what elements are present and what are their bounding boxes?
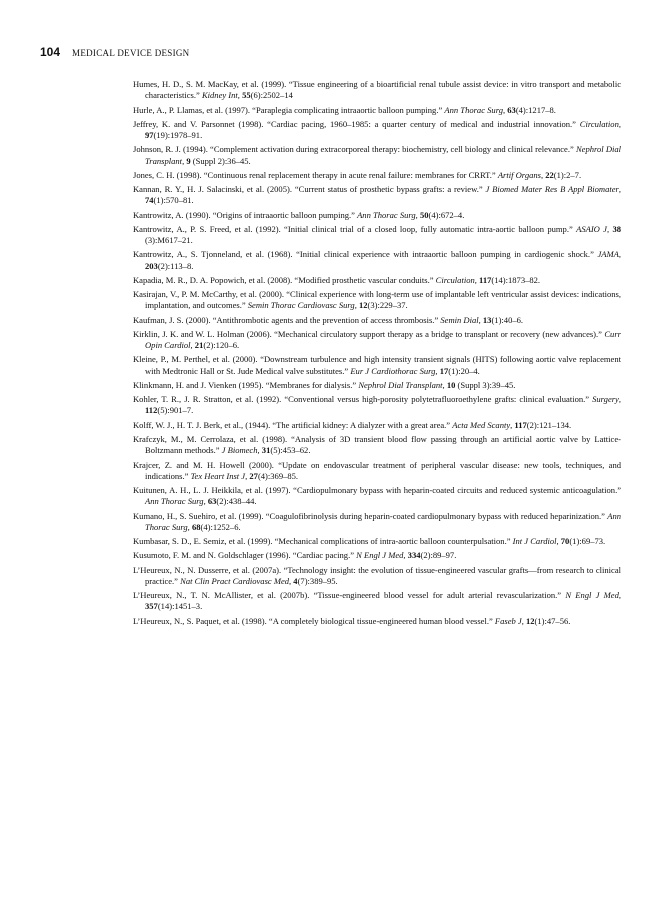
reference-journal: Curr Opin Cardiol <box>145 328 621 351</box>
reference-journal: Nat Clin Pract Cardiovasc Med <box>180 575 290 586</box>
reference-pages: (1):40–6. <box>491 314 524 325</box>
reference-pages: (3):M617–21. <box>145 235 193 246</box>
reference-entry: Kumbasar, S. D., E. Semiz, et al. (1999). “Mechanical complications of intra-aortic balloon counterpulsation.” Int J Cardiol, 70(1):69–73. <box>133 536 606 547</box>
reference-text: Hurle, A., P. Llamas, et al. (1997). “Paraplegia complicating intraaortic balloon pumping.” <box>133 104 445 115</box>
reference-text: L’Heureux, N., S. Paquet, et al. (1998). “A completely biological tissue-engineered human blood vessel.” <box>133 615 495 626</box>
reference-entry: Kleine, P., M. Perthel, et al. (2000). “Downstream turbulence and high intensity transient signals (HITS) following aortic valve replacement with Medtronic Hall or St. Jude Medical valve substitutes.” Eur J Cardiothorac Surg, 17(1):20–4. <box>133 354 621 376</box>
reference-journal: Semin Thorac Cardiovasc Surg <box>247 300 355 311</box>
reference-text: Klinkmann, H. and J. Vienken (1995). “Membranes for dialysis.” <box>133 379 359 390</box>
reference-text: Humes, H. D., S. M. MacKay, et al. (1999). “Tissue engineering of a bioartificial renal tubule assist device: in vitro transport and metabolic characteristics.” <box>133 79 621 101</box>
reference-text: Krajcer, Z. and M. H. Howell (2000). “Update on endovascular treatment of peripheral vascular disease: new tools, techniques, and indications.” <box>133 459 621 481</box>
reference-volume: 63 <box>507 104 516 115</box>
reference-entry: Kolff, W. J., H. T. J. Berk, et al., (1944). “The artificial kidney: A dialyzer with a great area.” Acta Med Scanty, 117(2):121–134. <box>133 419 572 430</box>
reference-volume: 4 <box>293 575 298 586</box>
reference-pages: (1):69–73. <box>569 536 606 547</box>
reference-journal: JAMA <box>597 249 619 260</box>
reference-pages: (2):89–97. <box>420 550 457 561</box>
reference-entry: Kirklin, J. K. and W. L. Holman (2006). “Mechanical circulatory support therapy as a bridge to transplant or recovery (new advances).” Curr Opin Cardiol, 21(2):120–6. <box>133 328 621 351</box>
reference-pages: (2):113–8. <box>157 260 194 271</box>
reference-journal: Circulation <box>435 274 475 285</box>
reference-entry: Kantrowitz, A. (1990). “Origins of intraaortic balloon pumping.” Ann Thorac Surg, 50(4):672–4. <box>133 209 465 220</box>
reference-journal: J Biomed Mater Res B Appl Biomater <box>485 184 619 195</box>
reference-text: Krafczyk, M., M. Cerrolaza, et al. (1998). “Analysis of 3D transient blood flow passing through an artificial aortic valve by Lattice-Boltzmann methods.” <box>133 434 621 456</box>
reference-volume: 10 <box>446 379 456 390</box>
reference-text: Kumano, H., S. Suehiro, et al. (1999). “Coagulofibrinolysis during heparin-coated cardiopulmonary bypass with reduced heparinization.” <box>133 510 608 521</box>
reference-entry: Johnson, R. J. (1994). “Complement activation during extracorporeal therapy: biochemistry, cell biology and clinical relevance.” Nephrol Dial Transplant, 9 (Suppl 2):36–45. <box>133 144 622 166</box>
reference-pages: (14):1873–82. <box>491 274 541 285</box>
reference-journal: Acta Med Scanty <box>452 419 511 430</box>
reference-volume: 68 <box>191 521 201 532</box>
reference-text: Kohler, T. R., J. R. Stratton, et al. (1992). “Conventional versus high-porosity polytetrafluoroethylene grafts: clinical evaluation.” <box>133 394 593 405</box>
reference-entry: Jones, C. H. (1998). “Continuous renal replacement therapy in acute renal failure: membranes for CRRT.” Artif Organs, 22(1):2–7. <box>133 169 582 180</box>
reference-volume: 12 <box>358 300 368 311</box>
reference-volume: 9 <box>186 155 191 166</box>
reference-pages: (5):453–62. <box>270 445 311 456</box>
reference-volume: 70 <box>560 536 570 547</box>
reference-entry: L’Heureux, N., N. Dusserre, et al. (2007a). “Technology insight: the evolution of tissue-engineered vascular grafts—from research to clinical practice.” Nat Clin Pract Cardiovasc Med, 4(7):389–95. <box>133 564 621 586</box>
reference-text: L’Heureux, N., N. Dusserre, et al. (2007a). “Technology insight: the evolution of tissue-engineered vascular grafts—from research to clinical practice.” <box>133 564 621 586</box>
reference-pages: (Suppl 2):36–45. <box>190 155 251 166</box>
reference-journal: Ann Thorac Surg <box>145 510 621 532</box>
reference-journal: Ann Thorac Surg <box>444 104 503 115</box>
reference-entry: Hurle, A., P. Llamas, et al. (1997). “Paraplegia complicating intraaortic balloon pumping.” Ann Thorac Surg, 63(4):1217–8. <box>133 104 556 115</box>
reference-volume: 357 <box>145 601 158 612</box>
reference-entry: Kuitunen, A. H., L. J. Heikkila, et al. (1997). “Cardiopulmonary bypass with heparin-coated circuits and reduced systemic anticoagulation.” Ann Thorac Surg, 63(2):438–44. <box>133 485 621 507</box>
reference-volume: 13 <box>482 314 492 325</box>
reference-entry: Kusumoto, F. M. and N. Goldschlager (1996). “Cardiac pacing.” N Engl J Med, 334(2):89–97. <box>133 550 457 561</box>
reference-pages: (7):389–95. <box>297 575 338 586</box>
reference-journal: Tex Heart Inst J <box>190 470 246 481</box>
reference-journal: N Engl J Med <box>565 590 619 601</box>
reference-text: Kolff, W. J., H. T. J. Berk, et al., (1944). “The artificial kidney: A dialyzer with a great area.” <box>133 419 453 430</box>
reference-volume: 97 <box>145 130 154 140</box>
reference-volume: 31 <box>261 445 271 456</box>
reference-volume: 63 <box>207 496 217 507</box>
reference-entry: Kannan, R. Y., H. J. Salacinski, et al. (2005). “Current status of prosthetic bypass grafts: a review.” J Biomed Mater Res B Appl Biomater, 74(1):570–81. <box>133 184 621 206</box>
reference-entry: Krajcer, Z. and M. H. Howell (2000). “Update on endovascular treatment of peripheral vascular disease: new tools, techniques, and indications.” Tex Heart Inst J, 27(4):369–85. <box>133 459 621 481</box>
reference-volume: 12 <box>526 615 535 626</box>
reference-entry: L’Heureux, N., T. N. McAllister, et al. (2007b). “Tissue-engineered blood vessel for adult arterial revascularization.” N Engl J Med, 357(14):1451–3. <box>133 590 622 612</box>
reference-text: Kumbasar, S. D., E. Semiz, et al. (1999). “Mechanical complications of intra-aortic balloon counterpulsation.” <box>133 536 513 547</box>
reference-volume: 112 <box>145 405 158 416</box>
reference-volume: 38 <box>612 223 622 234</box>
reference-journal: Nephrol Dial Transplant <box>358 379 443 390</box>
page-header <box>40 43 190 61</box>
reference-journal: Artif Organs <box>497 169 541 180</box>
reference-text: Kasirajan, V., P. M. McCarthy, et al. (2000). “Clinical experience with long-term use of implantable left ventricular assist devices: indications, implantation, and outcomes.” <box>133 289 621 311</box>
reference-journal: Int J Cardiol <box>512 536 557 547</box>
reference-journal: Semin Dial <box>440 314 479 325</box>
reference-entry: Klinkmann, H. and J. Vienken (1995). “Membranes for dialysis.” Nephrol Dial Transplant, 10 (Suppl 3):39–45. <box>133 379 516 390</box>
reference-entry: Jeffrey, K. and V. Parsonnet (1998). “Cardiac pacing, 1960–1985: a quarter century of medical and industrial innovation.” Circulation, 97(19):1978–91. <box>133 118 621 140</box>
reference-pages: (4):672–4. <box>428 209 465 220</box>
reference-text: Kleine, P., M. Perthel, et al. (2000). “Downstream turbulence and high intensity transient signals (HITS) following aortic valve replacement with Medtronic Hall or St. Jude Medical valve substitutes.” <box>133 354 621 376</box>
reference-volume: 74 <box>145 195 154 206</box>
reference-journal: Eur J Cardiothorac Surg <box>350 365 436 376</box>
reference-pages: (5):901–7. <box>157 405 194 416</box>
reference-pages: (1):570–81. <box>153 195 194 206</box>
reference-journal: Faseb J <box>494 615 522 626</box>
reference-journal: Circulation <box>579 118 619 129</box>
reference-text: Kantrowitz, A., S. Tjonneland, et al. (1968). “Initial clinical experience with intraaortic balloon pumping in cardiogenic shock.” <box>133 249 598 260</box>
reference-pages: (2):121–134. <box>526 419 572 430</box>
reference-volume: 22 <box>545 169 554 180</box>
reference-pages: (19):1978–91. <box>153 130 203 140</box>
reference-journal: Ann Thorac Surg <box>145 496 204 507</box>
reference-entry: Kasirajan, V., P. M. McCarthy, et al. (2000). “Clinical experience with long-term use of implantable left ventricular assist devices: indications, implantation, and outcomes.” Semin Thorac Cardiovasc Surg, 12(3):229–37. <box>133 289 621 311</box>
reference-list <box>133 79 621 630</box>
reference-journal: J Biomech <box>221 445 258 456</box>
reference-pages: (2):438–44. <box>216 496 257 507</box>
reference-entry: Kumano, H., S. Suehiro, et al. (1999). “Coagulofibrinolysis during heparin-coated cardiopulmonary bypass with reduced heparinization.” Ann Thorac Surg, 68(4):1252–6. <box>133 510 621 532</box>
reference-volume: 334 <box>407 550 421 561</box>
reference-entry: Kohler, T. R., J. R. Stratton, et al. (1992). “Conventional versus high-porosity polytetrafluoroethylene grafts: clinical evaluation.” Surgery, 112(5):901–7. <box>133 394 621 416</box>
reference-text: Kantrowitz, A., P. S. Freed, et al. (1992). “Initial clinical trial of a closed loop, fully automatic intra-aortic balloon pump.” <box>133 223 577 234</box>
reference-volume: 117 <box>514 419 527 430</box>
reference-text: L’Heureux, N., T. N. McAllister, et al. (2007b). “Tissue-engineered blood vessel for adult arterial revascularization.” <box>133 590 566 601</box>
reference-text: Kannan, R. Y., H. J. Salacinski, et al. (2005). “Current status of prosthetic bypass grafts: a review.” <box>133 184 486 195</box>
reference-volume: 27 <box>249 470 258 481</box>
reference-text: Jones, C. H. (1998). “Continuous renal replacement therapy in acute renal failure: membranes for CRRT.” <box>133 169 498 180</box>
reference-volume: 117 <box>479 274 492 285</box>
reference-journal: Nephrol Dial Transplant <box>145 144 622 166</box>
reference-entry: L’Heureux, N., S. Paquet, et al. (1998). “A completely biological tissue-engineered human blood vessel.” Faseb J, 12(1):47–56. <box>133 615 571 626</box>
reference-text: Kuitunen, A. H., L. J. Heikkila, et al. (1997). “Cardiopulmonary bypass with heparin-coated circuits and reduced systemic anticoagulation.” <box>133 485 621 496</box>
reference-pages: (2):120–6. <box>203 340 240 351</box>
reference-entry: Krafczyk, M., M. Cerrolaza, et al. (1998). “Analysis of 3D transient blood flow passing through an artificial aortic valve by Lattice-Boltzmann methods.” J Biomech, 31(5):453–62. <box>133 434 621 456</box>
reference-pages: (4):1217–8. <box>515 104 556 115</box>
reference-entry: Kantrowitz, A., S. Tjonneland, et al. (1968). “Initial clinical experience with intraaortic balloon pumping in cardiogenic shock.” JAMA, 203(2):113–8. <box>133 249 621 271</box>
reference-entry: Kaufman, J. S. (2000). “Antithrombotic agents and the prevention of access thrombosis.” Semin Dial, 13(1):40–6. <box>133 314 524 325</box>
reference-text: Jeffrey, K. and V. Parsonnet (1998). “Cardiac pacing, 1960–1985: a quarter century of medical and industrial innovation.” <box>133 118 580 129</box>
reference-text: Johnson, R. J. (1994). “Complement activation during extracorporeal therapy: biochemistry, cell biology and clinical relevance.” <box>133 144 576 155</box>
reference-volume: 21 <box>194 340 204 351</box>
reference-entry: Kantrowitz, A., P. S. Freed, et al. (1992). “Initial clinical trial of a closed loop, fully automatic intra-aortic balloon pump.” ASAIO J, 38 (3):M617–21. <box>133 223 622 246</box>
reference-journal: Ann Thorac Surg <box>357 209 416 220</box>
reference-volume: 55 <box>242 90 251 101</box>
reference-pages: (4):1252–6. <box>200 521 241 532</box>
reference-volume: 50 <box>419 209 429 220</box>
reference-pages: (Suppl 3):39–45. <box>455 379 516 390</box>
reference-entry: Humes, H. D., S. M. MacKay, et al. (1999). “Tissue engineering of a bioartificial renal tubule assist device: in vitro transport and metabolic characteristics.” Kidney Int, 55(6):2502–14 <box>133 79 621 101</box>
reference-pages: (14):1451–3. <box>157 601 203 612</box>
reference-pages: (4):369–85. <box>257 470 299 481</box>
reference-volume: 17 <box>439 365 449 376</box>
reference-journal: ASAIO J <box>576 223 607 234</box>
running-title: MEDICAL DEVICE DESIGN <box>72 48 190 58</box>
reference-text: Kapadia, M. R., D. A. Popowich, et al. (2008). “Modified prosthetic vascular conduits.” <box>133 274 436 285</box>
reference-journal: Kidney Int <box>201 90 238 101</box>
reference-volume: 203 <box>145 260 158 271</box>
reference-journal: N Engl J Med <box>356 550 404 561</box>
reference-text: Kirklin, J. K. and W. L. Holman (2006). “Mechanical circulatory support therapy as a bridge to transplant or recovery (new advances).” <box>133 328 605 339</box>
reference-text: Kaufman, J. S. (2000). “Antithrombotic agents and the prevention of access thrombosis.” <box>133 314 441 325</box>
reference-pages: (3):229–37. <box>367 300 408 311</box>
reference-pages: (1):20–4. <box>448 365 480 376</box>
page-number: 104 <box>40 45 61 59</box>
reference-journal: Surgery <box>592 394 619 405</box>
reference-pages: (1):47–56. <box>534 615 571 626</box>
reference-text: Kusumoto, F. M. and N. Goldschlager (1996). “Cardiac pacing.” <box>133 550 357 561</box>
reference-pages: (1):2–7. <box>553 169 582 180</box>
reference-pages: (6):2502–14 <box>250 90 293 101</box>
reference-text: Kantrowitz, A. (1990). “Origins of intraaortic balloon pumping.” <box>133 209 358 220</box>
reference-entry: Kapadia, M. R., D. A. Popowich, et al. (2008). “Modified prosthetic vascular conduits.” Circulation, 117(14):1873–82. <box>133 274 541 285</box>
